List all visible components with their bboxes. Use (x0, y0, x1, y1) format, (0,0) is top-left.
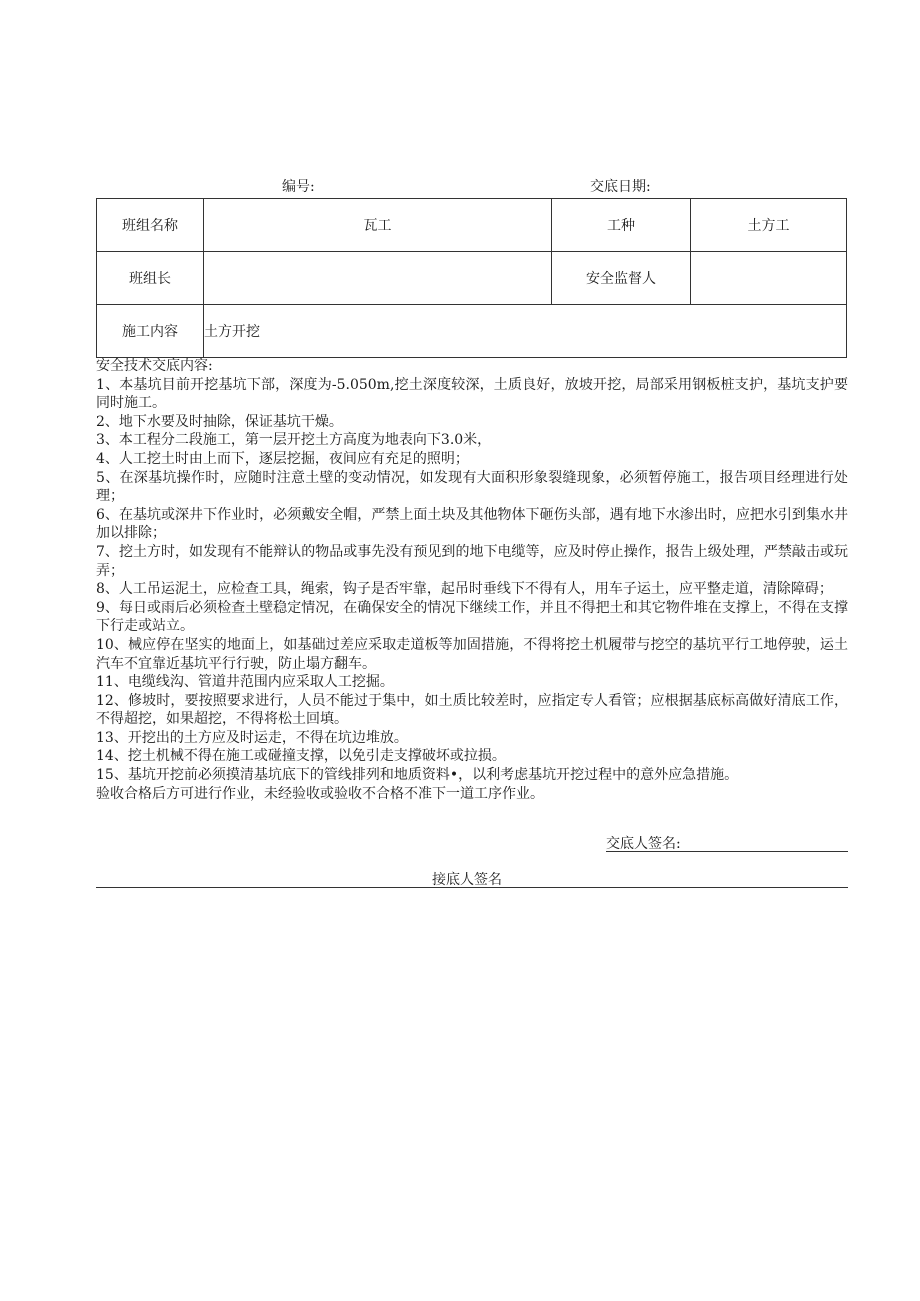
list-item: 8、人工吊运泥土，应检查工具，绳索，钩子是否牢靠，起吊时垂线下不得有人，用车子运土，应平整走道，清除障碍； (96, 581, 833, 598)
discloser-signature-label: 交底人签名: (606, 836, 681, 852)
list-item: 15、基坑开挖前必须摸清基坑底下的管线排列和地质资料•，以利考虑基坑开挖过程中的意外应急措施。 (96, 767, 739, 784)
closing-note: 验收合格后方可进行作业，未经验收或验收不合格不准下一道工序作业。 (96, 785, 544, 802)
work-content-value: 土方开挖 (204, 305, 847, 358)
list-item: 11、电缆线沟、管道井范围内应采取人工挖掘。 (96, 674, 394, 691)
list-item: 6、在基坑或深井下作业时，必须戴安全帽，严禁上面土块及其他物体下砸伤头部，遇有地下水渗出时，应把水引到集水井加以排除； (96, 506, 848, 542)
table-row (97, 199, 847, 252)
discloser-signature-field (606, 833, 848, 852)
list-item: 9、每日或雨后必须检查土壁稳定情况，在确保安全的情况下继续工作，并且不得把土和其它物件堆在支撑上，不得在支撑下行走或站立。 (96, 599, 848, 635)
list-item: 14、挖土机械不得在施工或碰撞支撑，以免引走支撑破坏或拉损。 (96, 748, 506, 765)
table-row (97, 305, 847, 358)
safety-supervisor-value (691, 252, 847, 305)
receiver-signature-line (96, 887, 848, 888)
table-row (97, 252, 847, 305)
safety-supervisor-label: 安全监督人 (552, 252, 691, 305)
list-item: 10、械应停在坚实的地面上，如基础过差应采取走道板等加固措施，不得将挖土机履带与挖空的基坑平行工地停驶，运土汽车不宜靠近基坑平行行驶，防止塌方翻车。 (96, 636, 848, 672)
list-item: 1、本基坑目前开挖基坑下部，深度为-5.050m,挖土深度较深，土质良好，放坡开挖，局部采用钢板桩支护，基坑支护要同时施工。 (96, 376, 848, 412)
receiver-signature-label: 接底人签名 (432, 872, 502, 888)
disclosure-date-label: 交底日期: (590, 179, 651, 195)
work-content-label: 施工内容 (97, 305, 204, 358)
team-name-label: 班组名称 (97, 199, 204, 252)
trade-label: 工种 (552, 199, 691, 252)
safety-disclosure-content (96, 357, 848, 803)
team-leader-label: 班组长 (97, 252, 204, 305)
list-item: 3、本工程分二段施工，第一层开挖土方高度为地表向下3.0米， (96, 432, 492, 449)
content-title: 安全技术交底内容: (96, 358, 213, 374)
team-info-table (96, 198, 847, 358)
team-leader-value (204, 252, 552, 305)
team-name-value: 瓦工 (204, 199, 552, 252)
list-item: 2、地下水要及时抽除，保证基坑干燥。 (96, 413, 343, 430)
list-item: 7、挖土方时，如发现有不能辩认的物品或事先没有预见到的地下电缆等，应及时停止操作，报告上级处理，严禁敲击或玩弄； (96, 543, 848, 579)
serial-number-label: 编号: (282, 179, 315, 195)
list-item: 12、修坡时，要按照要求进行，人员不能过于集中，如土质比较差时，应指定专人看管；应根据基底标高做好清底工作，不得超挖，如果超挖，不得将松土回填。 (96, 692, 848, 728)
trade-value: 土方工 (691, 199, 847, 252)
list-item: 13、开挖出的土方应及时运走，不得在坑边堆放。 (96, 729, 408, 746)
list-item: 5、在深基坑操作时，应随时注意土壁的变动情况，如发现有大面积形象裂缝现象，必须暂停施工，报告项目经理进行处理； (96, 469, 848, 505)
list-item: 4、人工挖土时由上而下，逐层挖掘，夜间应有充足的照明； (96, 450, 469, 467)
